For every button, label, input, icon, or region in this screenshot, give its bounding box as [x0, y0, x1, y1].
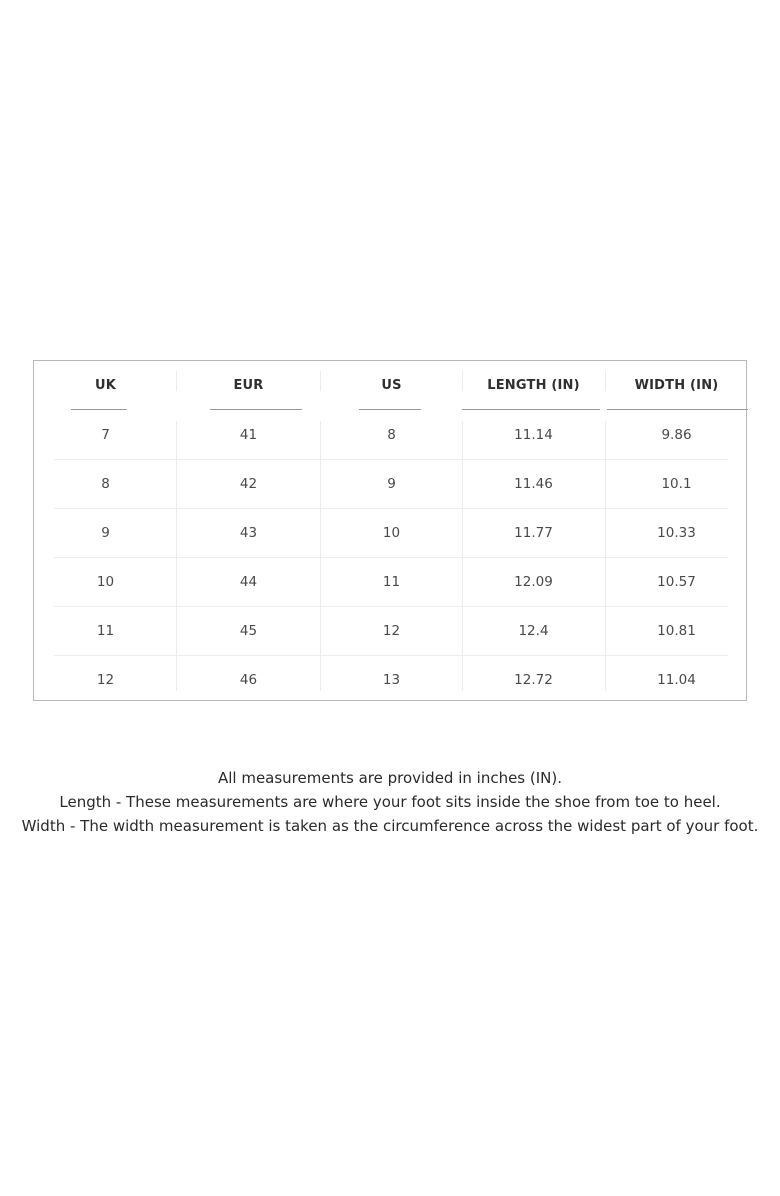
cell-uk: 11: [96, 622, 115, 639]
cell-eur: 41: [239, 426, 258, 443]
header-uk: UK: [94, 377, 117, 393]
cell-uk: 9: [101, 524, 110, 541]
table-row: [34, 508, 748, 557]
table-row: [34, 557, 748, 606]
header-length: LENGTH (IN): [487, 377, 580, 393]
header-width: WIDTH (IN): [634, 377, 719, 393]
cell-us: 8: [387, 426, 396, 443]
table-row: [34, 410, 748, 459]
column-divider: [176, 371, 177, 391]
cell-width: 11.04: [657, 671, 696, 688]
column-divider: [320, 371, 321, 391]
cell-eur: 42: [239, 475, 258, 492]
cell-eur: 44: [239, 573, 258, 590]
header-eur: EUR: [233, 377, 264, 393]
cell-us: 9: [387, 475, 396, 492]
table-row: [34, 459, 748, 508]
cell-eur: 46: [239, 671, 258, 688]
cell-width: 10.33: [657, 524, 696, 541]
cell-length: 12.09: [514, 573, 553, 590]
size-chart-table: [33, 360, 747, 701]
cell-length: 12.72: [514, 671, 553, 688]
column-divider: [605, 371, 606, 391]
note-length: Length - These measurements are where your foot sits inside the shoe from toe to heel.: [59, 793, 721, 811]
cell-us: 13: [382, 671, 401, 688]
cell-us: 11: [382, 573, 401, 590]
cell-length: 12.4: [518, 622, 549, 639]
cell-width: 10.1: [661, 475, 692, 492]
cell-length: 11.14: [514, 426, 553, 443]
measurement-notes: [0, 766, 780, 838]
cell-uk: 8: [101, 475, 110, 492]
table-row: [34, 655, 748, 704]
cell-uk: 10: [96, 573, 115, 590]
cell-length: 11.46: [514, 475, 553, 492]
cell-width: 10.81: [657, 622, 696, 639]
column-divider: [462, 371, 463, 391]
header-us: US: [381, 377, 402, 393]
cell-us: 10: [382, 524, 401, 541]
table-row: [34, 606, 748, 655]
cell-uk: 12: [96, 671, 115, 688]
cell-length: 11.77: [514, 524, 553, 541]
cell-width: 9.86: [661, 426, 692, 443]
cell-uk: 7: [101, 426, 110, 443]
table-header-row: [34, 361, 748, 409]
cell-eur: 45: [239, 622, 258, 639]
note-width: Width - The width measurement is taken as the circumference across the widest part of your foot.: [21, 817, 759, 835]
cell-us: 12: [382, 622, 401, 639]
note-units: All measurements are provided in inches (IN).: [217, 769, 563, 787]
cell-width: 10.57: [657, 573, 696, 590]
cell-eur: 43: [239, 524, 258, 541]
